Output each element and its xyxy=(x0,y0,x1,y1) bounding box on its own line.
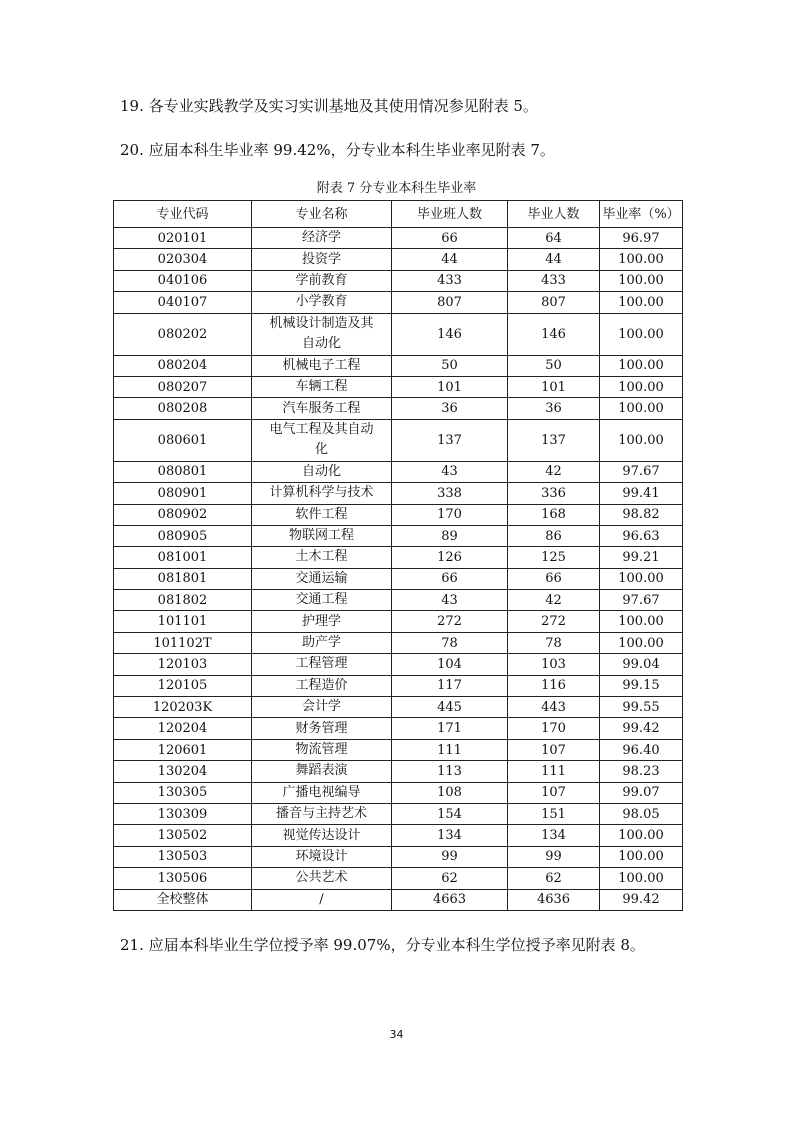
cell-major-name: 公共艺术 xyxy=(252,868,392,889)
cell-graduates: 134 xyxy=(508,825,600,846)
cell-graduation-rate: 100.00 xyxy=(600,611,683,632)
cell-major-name: 物流管理 xyxy=(252,739,392,760)
cell-major-name: 计算机科学与技术 xyxy=(252,483,392,504)
cell-major-name: 会计学 xyxy=(252,697,392,718)
cell-major-name: 小学教育 xyxy=(252,292,392,313)
paragraph-19: 19. 各专业实践教学及实习实训基地及其使用情况参见附表 5。 xyxy=(120,97,538,115)
table-row xyxy=(114,228,683,249)
cell-graduates: 146 xyxy=(508,313,600,355)
table-row xyxy=(114,803,683,824)
cell-graduates: 64 xyxy=(508,228,600,249)
table-row xyxy=(114,697,683,718)
cell-major-code: 101102T xyxy=(114,632,252,653)
paragraph-21: 21. 应届本科毕业生学位授予率 99.07%，分专业本科生学位授予率见附表 8。 xyxy=(120,936,645,954)
cell-class-size: 134 xyxy=(392,825,508,846)
table-row xyxy=(114,846,683,867)
cell-major-name: 广播电视编导 xyxy=(252,782,392,803)
cell-graduation-rate: 99.42 xyxy=(600,889,683,910)
cell-major-code: 080905 xyxy=(114,525,252,546)
cell-graduates: 107 xyxy=(508,739,600,760)
cell-major-code: 080207 xyxy=(114,376,252,397)
cell-class-size: 62 xyxy=(392,868,508,889)
cell-major-code: 120203K xyxy=(114,697,252,718)
cell-graduation-rate: 96.97 xyxy=(600,228,683,249)
cell-graduation-rate: 100.00 xyxy=(600,419,683,461)
cell-major-code: 130502 xyxy=(114,825,252,846)
cell-major-code: 全校整体 xyxy=(114,889,252,910)
cell-major-code: 080801 xyxy=(114,461,252,482)
cell-major-code: 040106 xyxy=(114,270,252,291)
cell-graduates: 433 xyxy=(508,270,600,291)
cell-graduates: 443 xyxy=(508,697,600,718)
cell-major-code: 081802 xyxy=(114,590,252,611)
cell-major-name: 自动化 xyxy=(252,461,392,482)
cell-major-code: 080601 xyxy=(114,419,252,461)
table-row xyxy=(114,718,683,739)
cell-major-code: 080901 xyxy=(114,483,252,504)
cell-graduation-rate: 96.40 xyxy=(600,739,683,760)
cell-major-name: / xyxy=(252,889,392,910)
cell-graduates: 170 xyxy=(508,718,600,739)
cell-class-size: 338 xyxy=(392,483,508,504)
table-row xyxy=(114,249,683,270)
cell-graduates: 78 xyxy=(508,632,600,653)
cell-class-size: 36 xyxy=(392,398,508,419)
cell-graduation-rate: 98.82 xyxy=(600,504,683,525)
table-total-row xyxy=(114,889,683,910)
cell-major-name: 护理学 xyxy=(252,611,392,632)
cell-graduation-rate: 99.55 xyxy=(600,697,683,718)
table-row xyxy=(114,611,683,632)
table-row xyxy=(114,504,683,525)
cell-graduates: 99 xyxy=(508,846,600,867)
cell-major-code: 020101 xyxy=(114,228,252,249)
cell-class-size: 807 xyxy=(392,292,508,313)
cell-graduation-rate: 99.04 xyxy=(600,654,683,675)
cell-major-name: 舞蹈表演 xyxy=(252,761,392,782)
cell-graduation-rate: 98.23 xyxy=(600,761,683,782)
cell-graduates: 50 xyxy=(508,355,600,376)
cell-class-size: 111 xyxy=(392,739,508,760)
cell-major-code: 130506 xyxy=(114,868,252,889)
cell-major-name: 交通运输 xyxy=(252,568,392,589)
cell-graduates: 116 xyxy=(508,675,600,696)
cell-graduation-rate: 99.21 xyxy=(600,547,683,568)
cell-major-code: 130309 xyxy=(114,803,252,824)
cell-graduation-rate: 100.00 xyxy=(600,632,683,653)
cell-major-code: 130503 xyxy=(114,846,252,867)
cell-graduates: 107 xyxy=(508,782,600,803)
cell-graduates: 137 xyxy=(508,419,600,461)
cell-graduates: 168 xyxy=(508,504,600,525)
cell-graduates: 66 xyxy=(508,568,600,589)
table-row xyxy=(114,483,683,504)
cell-major-code: 130305 xyxy=(114,782,252,803)
cell-class-size: 50 xyxy=(392,355,508,376)
cell-class-size: 66 xyxy=(392,228,508,249)
cell-class-size: 126 xyxy=(392,547,508,568)
cell-class-size: 171 xyxy=(392,718,508,739)
cell-major-name: 汽车服务工程 xyxy=(252,398,392,419)
cell-major-code: 080202 xyxy=(114,313,252,355)
cell-graduation-rate: 100.00 xyxy=(600,846,683,867)
cell-graduation-rate: 100.00 xyxy=(600,398,683,419)
cell-graduates: 272 xyxy=(508,611,600,632)
cell-graduation-rate: 98.05 xyxy=(600,803,683,824)
table-row xyxy=(114,525,683,546)
cell-class-size: 66 xyxy=(392,568,508,589)
cell-class-size: 272 xyxy=(392,611,508,632)
cell-graduates: 151 xyxy=(508,803,600,824)
cell-class-size: 445 xyxy=(392,697,508,718)
cell-class-size: 43 xyxy=(392,590,508,611)
cell-graduation-rate: 100.00 xyxy=(600,825,683,846)
cell-major-name: 车辆工程 xyxy=(252,376,392,397)
cell-class-size: 43 xyxy=(392,461,508,482)
cell-class-size: 108 xyxy=(392,782,508,803)
cell-major-name: 视觉传达设计 xyxy=(252,825,392,846)
table-row xyxy=(114,675,683,696)
cell-major-name: 软件工程 xyxy=(252,504,392,525)
cell-graduates: 125 xyxy=(508,547,600,568)
table-row xyxy=(114,547,683,568)
cell-graduation-rate: 100.00 xyxy=(600,376,683,397)
cell-class-size: 89 xyxy=(392,525,508,546)
cell-major-name: 投资学 xyxy=(252,249,392,270)
table-row xyxy=(114,376,683,397)
cell-graduates: 336 xyxy=(508,483,600,504)
cell-major-code: 120601 xyxy=(114,739,252,760)
cell-major-name: 土木工程 xyxy=(252,547,392,568)
cell-major-code: 020304 xyxy=(114,249,252,270)
cell-major-code: 040107 xyxy=(114,292,252,313)
cell-graduates: 44 xyxy=(508,249,600,270)
header-graduation-rate: 毕业率（%） xyxy=(600,201,683,228)
cell-class-size: 154 xyxy=(392,803,508,824)
cell-graduation-rate: 100.00 xyxy=(600,568,683,589)
paragraph-20: 20. 应届本科生毕业率 99.42%，分专业本科生毕业率见附表 7。 xyxy=(120,141,555,159)
table-header-row xyxy=(114,201,683,228)
cell-graduates: 103 xyxy=(508,654,600,675)
cell-class-size: 146 xyxy=(392,313,508,355)
cell-major-name: 机械电子工程 xyxy=(252,355,392,376)
table-row xyxy=(114,270,683,291)
cell-graduation-rate: 96.63 xyxy=(600,525,683,546)
cell-major-name: 物联网工程 xyxy=(252,525,392,546)
header-major-code: 专业代码 xyxy=(114,201,252,228)
cell-graduates: 62 xyxy=(508,868,600,889)
cell-major-name: 环境设计 xyxy=(252,846,392,867)
cell-class-size: 433 xyxy=(392,270,508,291)
header-class-size: 毕业班人数 xyxy=(392,201,508,228)
table-row xyxy=(114,825,683,846)
cell-graduation-rate: 100.00 xyxy=(600,355,683,376)
table-row xyxy=(114,355,683,376)
cell-graduation-rate: 100.00 xyxy=(600,270,683,291)
cell-graduates: 807 xyxy=(508,292,600,313)
table-row xyxy=(114,419,683,461)
cell-class-size: 170 xyxy=(392,504,508,525)
cell-major-code: 081801 xyxy=(114,568,252,589)
cell-major-name: 交通工程 xyxy=(252,590,392,611)
header-graduates: 毕业人数 xyxy=(508,201,600,228)
cell-graduates: 111 xyxy=(508,761,600,782)
table-row xyxy=(114,782,683,803)
cell-graduation-rate: 99.41 xyxy=(600,483,683,504)
cell-graduation-rate: 100.00 xyxy=(600,313,683,355)
cell-graduates: 101 xyxy=(508,376,600,397)
cell-class-size: 117 xyxy=(392,675,508,696)
cell-graduates: 42 xyxy=(508,461,600,482)
cell-major-name: 工程造价 xyxy=(252,675,392,696)
table-body xyxy=(114,228,683,911)
cell-major-name: 学前教育 xyxy=(252,270,392,291)
cell-graduation-rate: 97.67 xyxy=(600,590,683,611)
cell-major-code: 080208 xyxy=(114,398,252,419)
cell-major-name: 电气工程及其自动 化 xyxy=(252,419,392,461)
cell-graduation-rate: 97.67 xyxy=(600,461,683,482)
table-row xyxy=(114,461,683,482)
cell-class-size: 4663 xyxy=(392,889,508,910)
cell-major-code: 080902 xyxy=(114,504,252,525)
table-row xyxy=(114,868,683,889)
table-row xyxy=(114,761,683,782)
cell-graduates: 36 xyxy=(508,398,600,419)
cell-major-name: 经济学 xyxy=(252,228,392,249)
cell-graduates: 4636 xyxy=(508,889,600,910)
cell-class-size: 137 xyxy=(392,419,508,461)
cell-graduation-rate: 99.15 xyxy=(600,675,683,696)
cell-graduation-rate: 100.00 xyxy=(600,868,683,889)
cell-class-size: 99 xyxy=(392,846,508,867)
cell-graduates: 42 xyxy=(508,590,600,611)
table-row xyxy=(114,590,683,611)
cell-major-code: 120103 xyxy=(114,654,252,675)
table-row xyxy=(114,654,683,675)
cell-graduates: 86 xyxy=(508,525,600,546)
cell-class-size: 113 xyxy=(392,761,508,782)
table-row xyxy=(114,292,683,313)
cell-major-name: 工程管理 xyxy=(252,654,392,675)
table-caption: 附表 7 分专业本科生毕业率 xyxy=(316,181,477,196)
table-row xyxy=(114,398,683,419)
table-row xyxy=(114,739,683,760)
graduation-rate-table xyxy=(113,200,683,911)
cell-major-name: 助产学 xyxy=(252,632,392,653)
cell-major-name: 播音与主持艺术 xyxy=(252,803,392,824)
cell-graduation-rate: 99.07 xyxy=(600,782,683,803)
table-row xyxy=(114,568,683,589)
table-row xyxy=(114,632,683,653)
cell-major-code: 130204 xyxy=(114,761,252,782)
cell-major-code: 101101 xyxy=(114,611,252,632)
cell-class-size: 104 xyxy=(392,654,508,675)
cell-graduation-rate: 100.00 xyxy=(600,292,683,313)
cell-graduation-rate: 99.42 xyxy=(600,718,683,739)
cell-class-size: 101 xyxy=(392,376,508,397)
cell-major-code: 120204 xyxy=(114,718,252,739)
cell-major-code: 080204 xyxy=(114,355,252,376)
cell-graduation-rate: 100.00 xyxy=(600,249,683,270)
cell-major-name: 财务管理 xyxy=(252,718,392,739)
cell-major-code: 081001 xyxy=(114,547,252,568)
header-major-name: 专业名称 xyxy=(252,201,392,228)
cell-class-size: 44 xyxy=(392,249,508,270)
cell-major-code: 120105 xyxy=(114,675,252,696)
table-row xyxy=(114,313,683,355)
page-number: 34 xyxy=(389,1028,404,1041)
cell-major-name: 机械设计制造及其 自动化 xyxy=(252,313,392,355)
cell-class-size: 78 xyxy=(392,632,508,653)
